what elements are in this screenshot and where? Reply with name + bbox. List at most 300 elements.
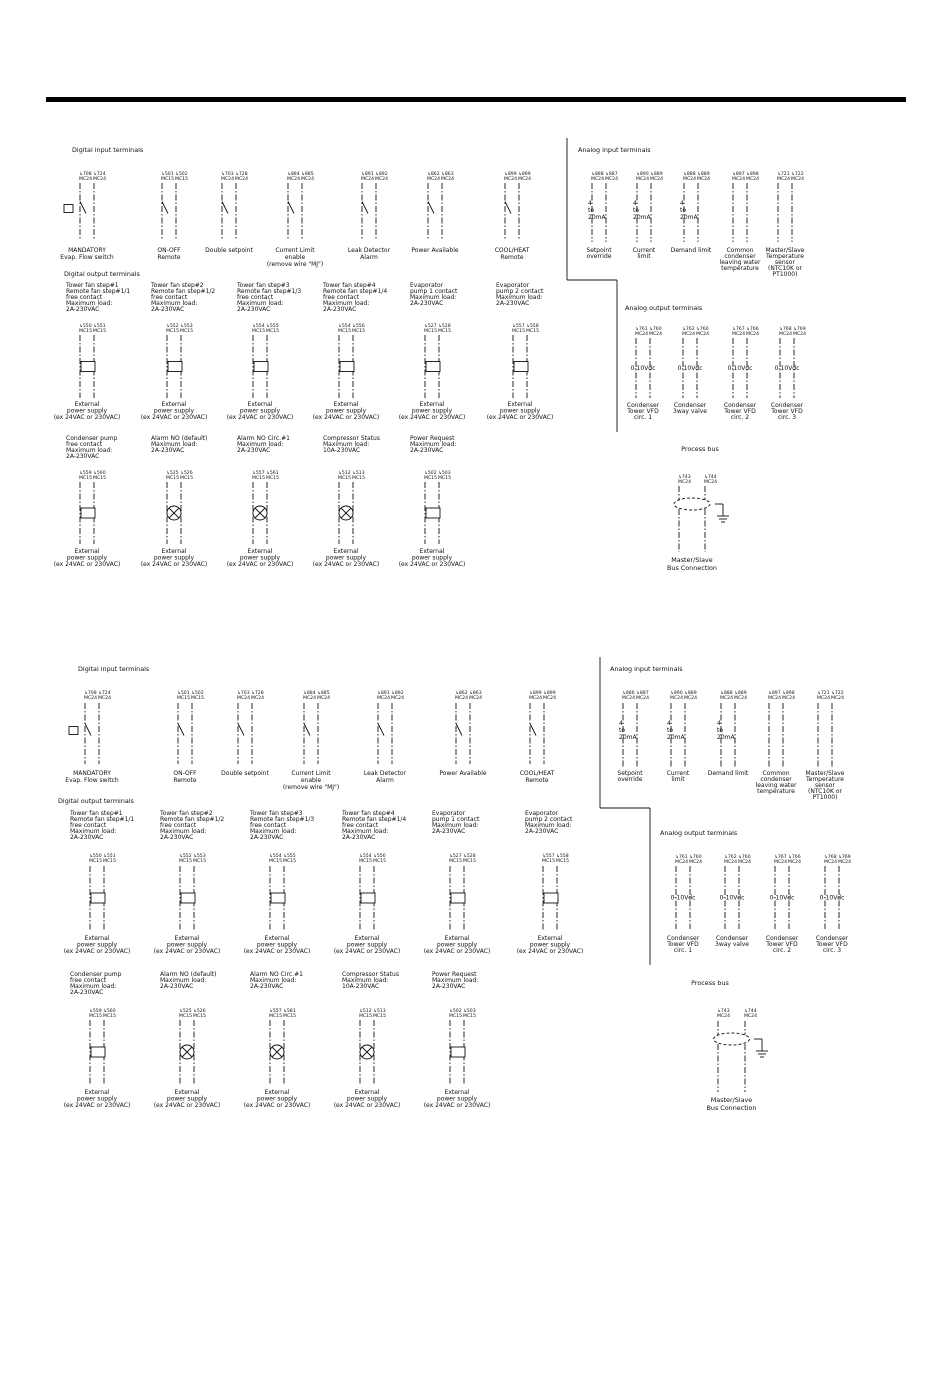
supply-caption: (ex 24VAC or 230VAC) (516, 948, 584, 955)
terminal-number: ↳887 (636, 691, 649, 696)
supply-caption: External (419, 401, 445, 408)
connector-code: MC15 (79, 476, 93, 481)
terminal-number: ↳722 (831, 691, 844, 696)
supply-caption: (ex 24VAC or 230VAC) (243, 1102, 311, 1109)
analog-output-caption: 3way valve (673, 408, 707, 415)
relay-coil-symbol (271, 893, 285, 903)
output-description: Tower fan step#2 (160, 810, 213, 817)
digital-input-circuit (267, 171, 323, 268)
relay-output-circuit (334, 810, 407, 955)
analog-output-caption: circ. 2 (772, 947, 792, 954)
terminal-number: ↳526 (180, 471, 193, 476)
relay-coil-symbol (181, 893, 195, 903)
terminal-number: ↳767 (774, 855, 787, 860)
terminal-number: ↳743 (678, 475, 691, 480)
digital-input-circuit (157, 171, 188, 261)
analog-output-caption: Condenser (715, 935, 749, 942)
connector-code: MC24 (697, 177, 711, 182)
terminal-number: ↳744 (744, 1009, 757, 1014)
terminal-number: ↳558 (526, 324, 539, 329)
terminal-number: ↳501 (161, 172, 174, 177)
output-description: Remote fan step#1/3 (250, 816, 315, 823)
analog-output-circuit (673, 326, 709, 415)
analog-input-circuit (805, 690, 845, 801)
terminal-number: ↳761 (635, 327, 648, 332)
supply-caption: power supply (346, 1095, 388, 1103)
terminal-number: ↳559 (79, 471, 92, 476)
relay-coil-symbol (361, 893, 375, 903)
output-circuit (54, 435, 121, 568)
output-description: 2A-230VAC (160, 983, 194, 990)
terminal-number: ↳886 (622, 691, 635, 696)
connector-code: MC24 (441, 177, 455, 182)
analog-output-caption: Tower VFD (816, 941, 848, 948)
output-description: 10A-230VAC (323, 447, 361, 454)
wiring-block-1 (54, 138, 806, 572)
connector-code: MC24 (746, 332, 760, 337)
connector-code: MC24 (287, 177, 301, 182)
output-description: Tower fan step#1 (66, 282, 119, 289)
conductor (85, 724, 91, 736)
relay-output-circuit (517, 810, 584, 955)
digital-input-caption: ON-OFF (173, 770, 197, 777)
digital-input-circuit (495, 171, 531, 261)
relay-coil-symbol (426, 508, 440, 518)
relay-output-circuit (399, 282, 466, 421)
terminal-number: ↳703 (221, 172, 234, 177)
supply-caption: (ex 24VAC or 230VAC) (226, 561, 294, 568)
terminal-number: ↳557 (512, 324, 525, 329)
supply-caption: power supply (76, 941, 118, 949)
output-description: Power Request (410, 435, 455, 442)
output-description: 2A-230VAC (496, 300, 530, 307)
connector-code: MC24 (377, 696, 391, 701)
supply-caption: power supply (153, 554, 195, 562)
terminal-number: ↳889 (650, 172, 663, 177)
supply-caption: power supply (436, 1095, 478, 1103)
output-description: Remote fan step#1/3 (237, 288, 302, 295)
output-description: 10A-230VAC (342, 983, 380, 990)
output-circuit (227, 435, 294, 568)
terminal-number: ↳898 (782, 691, 795, 696)
supply-caption: External (537, 935, 563, 942)
analog-output-caption: Tower VFD (766, 941, 798, 948)
terminal-number: ↳885 (317, 691, 330, 696)
output-description: Remote fan step#1/1 (66, 288, 131, 295)
connector-code: MC15 (373, 859, 387, 864)
supply-caption: External (419, 548, 445, 555)
terminal-number: ↳767 (732, 327, 745, 332)
output-description: 2A-230VAC (432, 983, 466, 990)
connector-code: MC15 (283, 1014, 297, 1019)
digital-output-heading: Digital output terminals (64, 270, 140, 278)
connector-code: MC24 (791, 177, 805, 182)
output-description: free contact (66, 441, 103, 448)
output-description: Maximum load: (250, 977, 297, 984)
signal-range: 0-10Vdc (670, 894, 696, 902)
analog-input-circuit (720, 171, 761, 272)
terminal-number: ↳557 (542, 854, 555, 859)
cable-shield-symbol (674, 498, 710, 510)
output-description: Maximum load: (237, 300, 284, 307)
relay-output-circuit (64, 810, 135, 955)
conductor (378, 724, 384, 736)
connector-code: MC24 (518, 177, 532, 182)
conductor (304, 724, 310, 736)
analog-output-caption: circ. 2 (730, 414, 750, 421)
digital-input-caption: ON-OFF (157, 247, 181, 254)
connector-code: MC24 (317, 696, 331, 701)
terminal-number: ↳555 (266, 324, 279, 329)
digital-input-caption: Double setpoint (221, 770, 269, 777)
conductor (288, 202, 294, 214)
connector-code: MC15 (373, 1014, 387, 1019)
terminal-number: ↳561 (266, 471, 279, 476)
terminal-number: ↳769 (838, 855, 851, 860)
connector-code: MC24 (724, 860, 738, 865)
terminal-number: ↳760 (689, 855, 702, 860)
terminal-number: ↳743 (717, 1009, 730, 1014)
terminal-number: ↳513 (352, 471, 365, 476)
connector-code: MC24 (689, 860, 703, 865)
signal-range: 0-10Vdc (769, 894, 795, 902)
supply-caption: (ex 24VAC or 230VAC) (333, 1102, 401, 1109)
terminal-number: ↳503 (463, 1009, 476, 1014)
analog-output-caption: Condenser (666, 935, 700, 942)
output-circuit (141, 435, 208, 568)
analog-input-circuit (756, 690, 797, 795)
terminal-number: ↳768 (779, 327, 792, 332)
output-description: 2A-230VAC (151, 306, 185, 313)
connector-code: MC15 (512, 329, 526, 334)
output-description: Maximum load: (496, 294, 543, 301)
connector-code: MC15 (103, 859, 117, 864)
connector-code: MC15 (191, 696, 205, 701)
terminal-number: ↳899 (543, 691, 556, 696)
terminal-number: ↳728 (235, 172, 248, 177)
signal-range: 4 (633, 200, 637, 207)
digital-input-circuit (283, 690, 339, 791)
analog-input-circuit (708, 690, 749, 777)
output-description: Maximum load: (160, 977, 207, 984)
process-bus (691, 979, 768, 1112)
digital-input-caption: Remote (525, 777, 549, 784)
connector-code: MC15 (193, 859, 207, 864)
supply-caption: power supply (166, 1095, 208, 1103)
analog-input-circuit (617, 690, 649, 783)
analog-output-caption: Condenser (723, 402, 757, 409)
digital-input-caption: Power Available (411, 247, 459, 254)
supply-caption: (ex 24VAC or 230VAC) (140, 561, 208, 568)
connector-code: MC24 (683, 177, 697, 182)
digital-input-caption: Evap. Flow switch (60, 254, 114, 261)
digital-input-caption: Remote (500, 254, 524, 261)
terminal-number: ↳551 (103, 854, 116, 859)
analog-input-caption: Master/Slave (805, 770, 845, 777)
connector-code: MC15 (266, 476, 280, 481)
terminal-number: ↳708 (79, 172, 92, 177)
output-circuit (399, 435, 466, 568)
analog-input-caption: Temperature (805, 776, 845, 783)
signal-range: to (619, 727, 626, 734)
analog-input-caption: PT1000) (812, 794, 838, 801)
process-bus-heading: Process bus (691, 979, 729, 987)
output-description: Maximum load: (432, 822, 479, 829)
terminal-number: ↳502 (191, 691, 204, 696)
analog-input-caption: Current (632, 247, 656, 254)
analog-output-caption: Tower VFD (667, 941, 699, 948)
digital-input-heading: Digital input terminals (78, 665, 150, 673)
relay-output-circuit (424, 810, 491, 955)
output-description: Maximum load: (151, 441, 198, 448)
terminal-number: ↳501 (177, 691, 190, 696)
connector-code: MC24 (622, 696, 636, 701)
connector-code: MC15 (556, 859, 570, 864)
supply-caption: power supply (256, 941, 298, 949)
digital-input-caption: Alarm (360, 254, 378, 261)
terminal-number: ↳888 (591, 172, 604, 177)
connector-code: MC15 (438, 329, 452, 334)
bus-caption: Bus Connection (667, 564, 717, 572)
connector-code: MC24 (427, 177, 441, 182)
output-description: 2A-230VAC (66, 453, 100, 460)
digital-input-caption: COOL/HEAT (494, 247, 530, 254)
digital-input-caption: MANDATORY (73, 770, 111, 777)
supply-caption: power supply (411, 407, 453, 415)
connector-code: MC24 (649, 332, 663, 337)
flow-switch-symbol (64, 205, 73, 213)
connector-code: MC15 (166, 476, 180, 481)
terminal-number: ↳888 (720, 691, 733, 696)
analog-output-circuit (626, 326, 662, 421)
terminal-number: ↳554 (359, 854, 372, 859)
output-description: Maximum load: (410, 294, 457, 301)
digital-input-circuit (173, 690, 204, 784)
connector-code: MC15 (449, 1014, 463, 1019)
analog-output-circuit (815, 854, 851, 954)
relay-output-circuit (54, 282, 131, 421)
relay-output-circuit (227, 282, 302, 421)
connector-code: MC15 (338, 329, 352, 334)
analog-input-heading: Analog input terminals (578, 146, 651, 154)
connector-code: MC15 (449, 859, 463, 864)
conductor (428, 202, 434, 214)
output-description: Evaporator (496, 282, 530, 289)
supply-caption: External (84, 1089, 110, 1096)
supply-caption: power supply (411, 554, 453, 562)
connector-code: MC15 (463, 859, 477, 864)
analog-input-caption: Demand limit (707, 770, 749, 777)
output-description: free contact (70, 977, 107, 984)
supply-caption: power supply (436, 941, 478, 949)
terminal-number: ↳761 (675, 855, 688, 860)
terminal-number: ↳899 (504, 172, 517, 177)
output-description: pump 1 contact (432, 816, 480, 823)
output-description: free contact (323, 294, 360, 301)
relay-coil-symbol (451, 1047, 465, 1057)
digital-input-caption: Leak Detector (363, 770, 407, 777)
output-description: Alarm NO Circ.#1 (250, 971, 303, 978)
terminal-number: ↳769 (793, 327, 806, 332)
output-description: Remote fan step#1/4 (323, 288, 388, 295)
connector-code: MC24 (251, 696, 265, 701)
output-description: 2A-230VAC (70, 989, 104, 996)
connector-code: MC15 (103, 1014, 117, 1019)
connector-code: MC24 (237, 696, 251, 701)
terminal-number: ↳528 (463, 854, 476, 859)
digital-input-caption: Remote (157, 254, 181, 261)
supply-caption: (ex 24VAC or 230VAC) (423, 948, 491, 955)
output-description: Remote fan step#1/1 (70, 816, 135, 823)
conductor (530, 724, 536, 736)
output-description: Evaporator (525, 810, 559, 817)
analog-output-heading: Analog output terminals (625, 304, 703, 312)
connector-code: MC24 (670, 696, 684, 701)
output-description: 2A-230VAC (250, 834, 284, 841)
terminal-number: ↳557 (269, 1009, 282, 1014)
analog-input-caption: leaving water (755, 782, 797, 789)
terminal-number: ↳889 (684, 691, 697, 696)
connector-code: MC24 (221, 177, 235, 182)
relay-coil-symbol (340, 362, 354, 372)
output-description: pump 2 contact (525, 816, 573, 823)
connector-code: MC15 (359, 859, 373, 864)
analog-input-circuit (671, 171, 712, 254)
supply-caption: (ex 24VAC or 230VAC) (243, 948, 311, 955)
connector-code: MC24 (793, 332, 807, 337)
signal-range: 0-10Vdc (819, 894, 845, 902)
terminal-number: ↳744 (704, 475, 717, 480)
connector-code: MC24 (98, 696, 112, 701)
relay-output-circuit (244, 810, 315, 955)
output-description: 2A-230VAC (151, 447, 185, 454)
terminal-number: ↳525 (166, 471, 179, 476)
connector-code: MC24 (734, 696, 748, 701)
connector-code: MC24 (738, 860, 752, 865)
relay-coil-symbol (91, 893, 105, 903)
analog-input-caption: Common (762, 770, 790, 777)
terminal-number: ↳728 (251, 691, 264, 696)
process-bus-heading: Process bus (681, 445, 719, 453)
supply-caption: (ex 24VAC or 230VAC) (333, 948, 401, 955)
terminal-number: ↳863 (441, 172, 454, 177)
connector-code: MC15 (180, 476, 194, 481)
connector-code: MC24 (79, 177, 93, 182)
output-description: Maximum load: (160, 828, 207, 835)
connector-code: MC24 (375, 177, 389, 182)
connector-code: MC24 (717, 1014, 731, 1019)
terminal-number: ↳554 (269, 854, 282, 859)
connector-code: MC24 (788, 860, 802, 865)
terminal-number: ↳527 (424, 324, 437, 329)
output-description: Maximum load: (410, 441, 457, 448)
supply-caption: External (333, 548, 359, 555)
connector-code: MC24 (777, 177, 791, 182)
connector-code: MC15 (179, 1014, 193, 1019)
connector-code: MC15 (177, 696, 191, 701)
conductor (80, 202, 86, 214)
output-description: 2A-230VAC (410, 447, 444, 454)
analog-output-caption: Condenser (765, 935, 799, 942)
supply-caption: (ex 24VAC or 230VAC) (53, 561, 121, 568)
supply-caption: power supply (166, 941, 208, 949)
supply-caption: External (444, 935, 470, 942)
digital-input-caption: Current Limit (275, 247, 315, 254)
output-description: Tower fan step#4 (323, 282, 376, 289)
connector-code: MC24 (455, 696, 469, 701)
analog-input-caption: limit (637, 253, 651, 260)
connector-code: MC24 (720, 696, 734, 701)
analog-input-caption: sensor (775, 259, 795, 266)
connector-code: MC15 (166, 329, 180, 334)
terminal-number: ↳556 (373, 854, 386, 859)
analog-input-caption: condenser (760, 776, 792, 783)
connector-code: MC24 (838, 860, 852, 865)
output-description: Power Request (432, 971, 477, 978)
output-description: Alarm NO Circ.#1 (237, 435, 290, 442)
output-description: Tower fan step#2 (151, 282, 204, 289)
conductor (238, 724, 244, 736)
analog-input-heading: Analog input terminals (610, 665, 683, 673)
terminal-number: ↳892 (391, 691, 404, 696)
supply-caption: External (84, 935, 110, 942)
terminal-number: ↳889 (697, 172, 710, 177)
terminal-number: ↳766 (788, 855, 801, 860)
terminal-number: ↳721 (817, 691, 830, 696)
output-description: Maximum load: (342, 977, 389, 984)
terminal-number: ↳528 (438, 324, 451, 329)
connector-code: MC24 (84, 696, 98, 701)
output-description: free contact (237, 294, 274, 301)
output-description: Maximum load: (66, 447, 113, 454)
relay-coil-symbol (544, 893, 558, 903)
digital-input-caption: Alarm (376, 777, 394, 784)
analog-input-caption: temperature (721, 265, 759, 272)
digital-input-circuit (364, 690, 407, 784)
connector-code: MC24 (543, 696, 557, 701)
signal-range: 0-10Vdc (774, 365, 800, 372)
supply-caption: External (444, 1089, 470, 1096)
terminal-number: ↳724 (93, 172, 106, 177)
digital-input-caption: (remove wire "MJ") (282, 784, 340, 791)
connector-code: MC15 (269, 1014, 283, 1019)
supply-caption: External (247, 401, 273, 408)
signal-range: to (680, 207, 687, 214)
conductor (222, 202, 228, 214)
digital-input-circuit (439, 690, 487, 777)
connector-code: MC24 (303, 696, 317, 701)
supply-caption: (ex 24VAC or 230VAC) (312, 561, 380, 568)
output-description: 2A-230VAC (70, 834, 104, 841)
relay-coil-symbol (81, 362, 95, 372)
terminal-number: ↳512 (359, 1009, 372, 1014)
analog-input-caption: condenser (724, 253, 756, 260)
connector-code: MC24 (301, 177, 315, 182)
output-description: Compressor Status (342, 971, 399, 978)
terminal-number: ↳527 (449, 854, 462, 859)
analog-input-caption: override (617, 776, 643, 783)
output-description: Maximum load: (70, 828, 117, 835)
digital-input-caption: Leak Detector (347, 247, 391, 254)
connector-code: MC15 (252, 329, 266, 334)
terminal-number: ↳550 (89, 854, 102, 859)
analog-input-circuit (667, 690, 697, 783)
terminal-number: ↳703 (237, 691, 250, 696)
connector-code: MC24 (782, 696, 796, 701)
output-description: Maximum load: (151, 300, 198, 307)
analog-input-caption: (NTC10K or (808, 788, 842, 795)
supply-caption: (ex 24VAC or 230VAC) (140, 414, 208, 421)
